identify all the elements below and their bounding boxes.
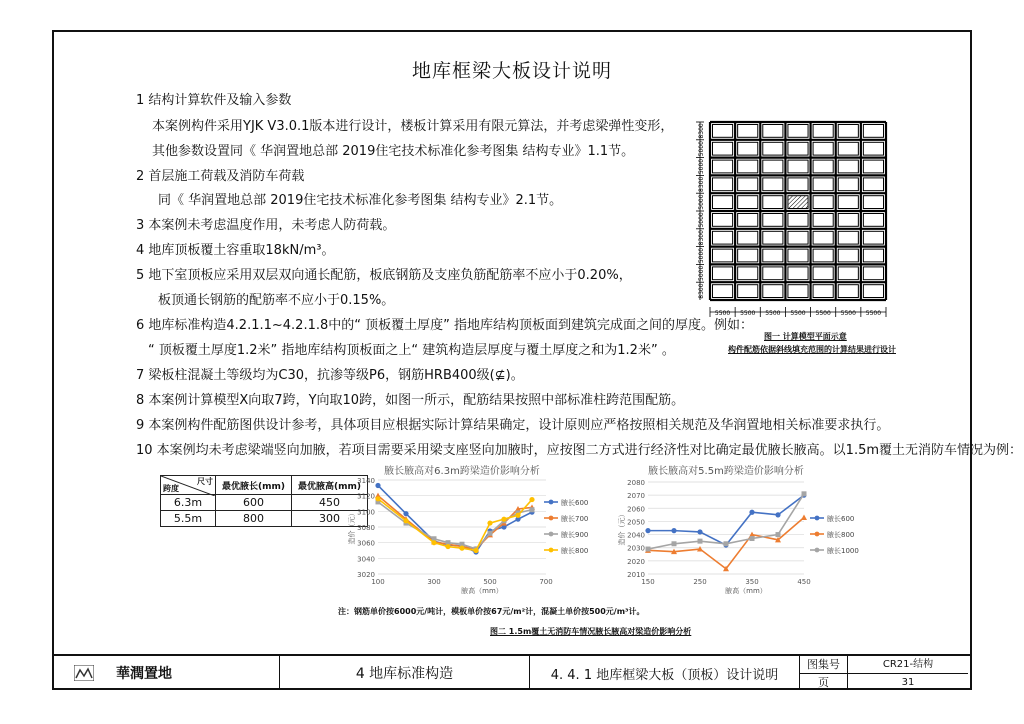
legend-label: 腋长600 xyxy=(827,515,855,523)
grid-cell xyxy=(763,142,783,155)
legend-marker xyxy=(549,548,554,553)
dimension-label-y: 5000 xyxy=(698,212,705,228)
grid-cell xyxy=(788,196,808,209)
grid-cell xyxy=(788,267,808,280)
text-line-10: 6 地库标准构造4.2.1.1~4.2.1.8中的“ 顶板覆土厚度” 指地库结构顶板面到建筑完成面之间的厚度。例如： xyxy=(136,318,753,333)
grid-cell xyxy=(738,125,758,138)
grid-cell xyxy=(763,160,783,173)
grid-cell xyxy=(863,196,883,209)
series-line xyxy=(378,496,532,549)
grid-cell xyxy=(838,196,858,209)
x-axis-label: 腋高（mm） xyxy=(461,587,503,595)
x-tick-label: 500 xyxy=(483,578,497,586)
table-row xyxy=(161,495,368,511)
grid-cell xyxy=(838,214,858,227)
data-point xyxy=(724,541,729,546)
grid-cell xyxy=(863,125,883,138)
dimension-label-x: 5500 xyxy=(765,310,781,317)
data-point xyxy=(645,528,650,533)
figure-1-caption-2: 构件配筋依据斜线填充范围的计算结果进行设计 xyxy=(728,345,896,354)
grid-cell xyxy=(788,214,808,227)
data-point xyxy=(487,520,492,525)
grid-cell xyxy=(813,231,833,244)
data-point xyxy=(697,529,702,534)
values-cell xyxy=(848,656,968,690)
text-line-7: 4 地库顶板覆土容重取18kN/m³。 xyxy=(136,243,335,258)
atlas-label: 图集号 xyxy=(800,656,848,674)
title-block xyxy=(52,654,972,690)
dimension-label-y: 5000 xyxy=(698,194,705,210)
data-point xyxy=(672,541,677,546)
data-point xyxy=(375,496,380,501)
y-tick-label: 2030 xyxy=(627,544,645,553)
chart-6-3m xyxy=(340,462,590,606)
dimension-label-y: 5000 xyxy=(698,265,705,281)
grid-cell xyxy=(738,196,758,209)
legend-label: 腋长700 xyxy=(561,515,589,523)
data-point xyxy=(515,513,520,518)
x-axis-label: 腋高（mm） xyxy=(725,587,767,595)
grid-cell xyxy=(738,231,758,244)
grid-cell xyxy=(863,178,883,191)
y-tick-label: 3140 xyxy=(357,477,375,485)
table-corner xyxy=(161,476,216,495)
y-tick-label: 2070 xyxy=(627,492,645,501)
figure-1-model-grid xyxy=(692,118,890,328)
dimension-label-y: 5000 xyxy=(698,247,705,264)
grid-cell xyxy=(838,160,858,173)
grid-cell xyxy=(713,249,733,262)
data-point xyxy=(431,540,436,545)
grid-cell xyxy=(788,142,808,155)
grid-cell xyxy=(713,142,733,155)
cell-height: 450 xyxy=(291,495,367,511)
grid-cell xyxy=(838,285,858,298)
text-line-11: “ 顶板覆土厚度1.2米” 指地库结构顶板面之上“ 建筑构造层厚度与覆土厚度之和为1.2米” 。 xyxy=(148,343,675,358)
y-tick-label: 2040 xyxy=(627,531,645,540)
chart-title: 腋长腋高对5.5m跨梁造价影响分析 xyxy=(648,466,804,477)
dimension-label-y: 5000 xyxy=(698,141,705,157)
text-line-4: 2 首层施工荷载及消防车荷载 xyxy=(136,169,305,184)
text-line-12: 7 梁板柱混凝土等级均为C30，抗渗等级P6，钢筋HRB400级(⊈)。 xyxy=(136,368,524,383)
page-title: 地库框梁大板设计说明 xyxy=(411,60,612,82)
grid-cell xyxy=(813,142,833,155)
chapter-cell: 4 地库标准构造 xyxy=(280,656,530,690)
logo-icon xyxy=(74,665,94,681)
data-point xyxy=(403,511,408,516)
text-line-8: 5 地下室顶板应采用双层双向通长配筋，板底钢筋及支座负筋配筋率不应小于0.20%， xyxy=(136,268,632,283)
grid-cell xyxy=(838,125,858,138)
cell-length: 800 xyxy=(216,511,292,527)
dimension-label-y: 8300 xyxy=(698,123,705,139)
data-point xyxy=(671,528,676,533)
text-line-9: 板顶通长钢筋的配筋率不应小于0.15%。 xyxy=(158,293,395,308)
grid-cell xyxy=(838,178,858,191)
grid-cell xyxy=(763,178,783,191)
dimension-label-y: 8300 xyxy=(698,230,705,246)
cell-height: 300 xyxy=(291,511,367,527)
legend-marker xyxy=(815,548,820,553)
section-cell: 4. 4. 1 地库框梁大板（顶板）设计说明 xyxy=(530,656,800,690)
price-note: 注：钢筋单价按6000元/吨计，模板单价按67元/m²计，混凝土单价按500元/m³计。 xyxy=(338,607,645,616)
legend-label: 腋长900 xyxy=(561,531,589,539)
grid-cell xyxy=(863,267,883,280)
chart-5-5m xyxy=(590,462,880,606)
figure-2-caption: 图二 1.5m覆土无消防车情况腋长腋高对梁造价影响分析 xyxy=(490,627,692,636)
grid-cell xyxy=(738,178,758,191)
grid-cell xyxy=(738,285,758,298)
grid-cell xyxy=(813,249,833,262)
text-line-5: 同《 华润置地总部 2019住宅技术标准化参考图集 结构专业》2.1节。 xyxy=(158,193,563,208)
dimension-label-x: 5500 xyxy=(865,310,882,317)
cell-span: 6.3m xyxy=(161,495,216,511)
grid-cell xyxy=(863,231,883,244)
grid-cell xyxy=(713,178,733,191)
dimension-label-y: 8300 xyxy=(698,283,705,299)
dimension-label-y: 8300 xyxy=(698,176,705,192)
optimal-haunch-table xyxy=(160,475,368,527)
data-point xyxy=(375,483,380,488)
y-tick-label: 3100 xyxy=(357,508,375,517)
text-line-15: 10 本案例均未考虑梁端竖向加腋，若项目需要采用梁支座竖向加腋时，应按图二方式进行经济性对比确定最优腋长腋高。以1.5m覆土无消防车情况为例： xyxy=(136,443,1023,458)
grid-cell xyxy=(863,249,883,262)
dimension-label-x: 5500 xyxy=(840,310,856,317)
data-point xyxy=(750,536,755,541)
legend-label: 腋长1000 xyxy=(827,547,859,555)
y-tick-label: 2060 xyxy=(627,505,645,514)
grid-cell xyxy=(838,231,858,244)
text-line-2: 本案例构件采用YJK V3.0.1版本进行设计，楼板计算采用有限元算法，并考虑梁弹性变形， xyxy=(152,119,674,134)
x-tick-label: 150 xyxy=(641,578,655,586)
cell-length: 600 xyxy=(216,495,292,511)
grid-cell xyxy=(713,231,733,244)
grid-cell xyxy=(763,231,783,244)
grid-cell xyxy=(863,214,883,227)
grid-cell xyxy=(713,214,733,227)
text-line-3: 其他参数设置同《 华润置地总部 2019住宅技术标准化参考图集 结构专业》1.1节。 xyxy=(152,144,635,159)
y-tick-label: 2020 xyxy=(627,557,645,566)
grid-cell xyxy=(738,267,758,280)
grid-cell xyxy=(813,267,833,280)
data-point xyxy=(473,548,478,553)
grid-cell xyxy=(838,142,858,155)
legend-label: 腋长800 xyxy=(827,531,855,539)
legend-marker xyxy=(815,532,820,537)
grid-cell xyxy=(763,214,783,227)
dimension-label-y: 5000 xyxy=(698,158,705,175)
grid-cell xyxy=(813,178,833,191)
corner-top-label: 尺寸 xyxy=(197,477,213,486)
data-point xyxy=(698,539,703,544)
y-tick-label: 2080 xyxy=(627,479,645,487)
grid-cell xyxy=(788,231,808,244)
grid-cell xyxy=(738,142,758,155)
legend-marker xyxy=(549,532,554,537)
data-point xyxy=(749,510,754,515)
dimension-label-x: 5500 xyxy=(815,310,831,317)
page-label: 页 xyxy=(818,675,829,689)
grid-cell xyxy=(763,125,783,138)
grid-cell xyxy=(838,249,858,262)
y-tick-label: 3120 xyxy=(357,492,375,501)
text-line-6: 3 本案例未考虑温度作用，未考虑人防荷载。 xyxy=(136,218,396,233)
x-tick-label: 300 xyxy=(427,578,441,586)
y-tick-label: 3040 xyxy=(357,555,375,564)
y-axis-label: 造价（元） xyxy=(348,509,356,545)
grid-cell xyxy=(713,196,733,209)
grid-cell xyxy=(738,160,758,173)
corner-bottom-label: 跨度 xyxy=(163,484,179,493)
data-point xyxy=(801,514,807,520)
grid-cell xyxy=(788,285,808,298)
data-point xyxy=(530,507,535,512)
x-tick-label: 700 xyxy=(539,578,553,586)
data-point xyxy=(501,517,506,522)
y-tick-label: 2010 xyxy=(627,571,645,579)
dimension-label-x: 5500 xyxy=(790,310,806,317)
header-height: 最优腋高(mm) xyxy=(291,476,367,495)
grid-cell xyxy=(813,196,833,209)
atlas-value: CR21-结构 xyxy=(848,656,968,674)
text-line-1: 1 结构计算软件及输入参数 xyxy=(136,93,292,108)
grid-cell xyxy=(788,160,808,173)
grid-cell xyxy=(813,125,833,138)
grid-cell xyxy=(713,125,733,138)
data-point xyxy=(488,531,493,536)
grid-cell xyxy=(738,214,758,227)
x-tick-label: 450 xyxy=(797,578,811,586)
grid-cell xyxy=(838,267,858,280)
grid-cell xyxy=(713,285,733,298)
y-tick-label: 2050 xyxy=(627,518,645,527)
text-line-13: 8 本案例计算模型X向取7跨，Y向取10跨，如图一所示，配筋结果按照中部标准柱跨范围配筋。 xyxy=(136,393,685,408)
chart-title: 腋长腋高对6.3m跨梁造价影响分析 xyxy=(384,466,540,477)
legend-marker xyxy=(815,516,820,521)
data-point xyxy=(459,546,464,551)
grid-cell xyxy=(763,249,783,262)
y-tick-label: 3060 xyxy=(357,539,375,548)
legend-marker xyxy=(549,500,554,505)
data-point xyxy=(445,544,450,549)
legend-label: 腋长600 xyxy=(561,499,589,507)
grid-cell xyxy=(763,196,783,209)
labels-cell xyxy=(800,656,848,690)
data-point xyxy=(775,512,780,517)
table-row xyxy=(161,511,368,527)
y-tick-label: 3080 xyxy=(357,524,375,532)
grid-cell xyxy=(813,214,833,227)
figure-1-caption: 图一 计算模型平面示意 xyxy=(764,332,847,341)
grid-cell xyxy=(813,285,833,298)
x-tick-label: 250 xyxy=(693,578,707,586)
grid-cell xyxy=(863,285,883,298)
logo-cell xyxy=(52,656,280,690)
data-point xyxy=(776,532,781,537)
page-value: 31 xyxy=(901,676,915,688)
grid-cell xyxy=(713,267,733,280)
grid-cell xyxy=(813,160,833,173)
y-tick-label: 3020 xyxy=(357,571,375,579)
grid-cell xyxy=(788,249,808,262)
grid-cell xyxy=(788,125,808,138)
grid-cell xyxy=(788,178,808,191)
logo-text: 華潤置地 xyxy=(116,666,172,682)
grid-cell xyxy=(863,160,883,173)
y-axis-label: 造价（元） xyxy=(618,510,626,546)
text-line-14: 9 本案例构件配筋图供设计参考，具体项目应根据实际计算结果确定，设计原则应严格按照相关规范及华润置地相关标准要求执行。 xyxy=(136,418,890,433)
legend-marker xyxy=(549,516,554,521)
cell-span: 5.5m xyxy=(161,511,216,527)
data-point xyxy=(646,547,651,552)
grid-cell xyxy=(738,249,758,262)
grid-cell xyxy=(763,285,783,298)
x-tick-label: 350 xyxy=(745,578,759,586)
header-length: 最优腋长(mm) xyxy=(216,476,292,495)
dimension-label-x: 5500 xyxy=(714,310,731,317)
data-point xyxy=(802,491,807,496)
grid-cell xyxy=(863,142,883,155)
data-point xyxy=(403,518,408,523)
legend-label: 腋长800 xyxy=(561,547,589,555)
data-point xyxy=(529,497,534,502)
x-tick-label: 100 xyxy=(371,578,385,586)
dimension-label-x: 5500 xyxy=(740,310,756,317)
grid-cell xyxy=(713,160,733,173)
grid-cell xyxy=(763,267,783,280)
